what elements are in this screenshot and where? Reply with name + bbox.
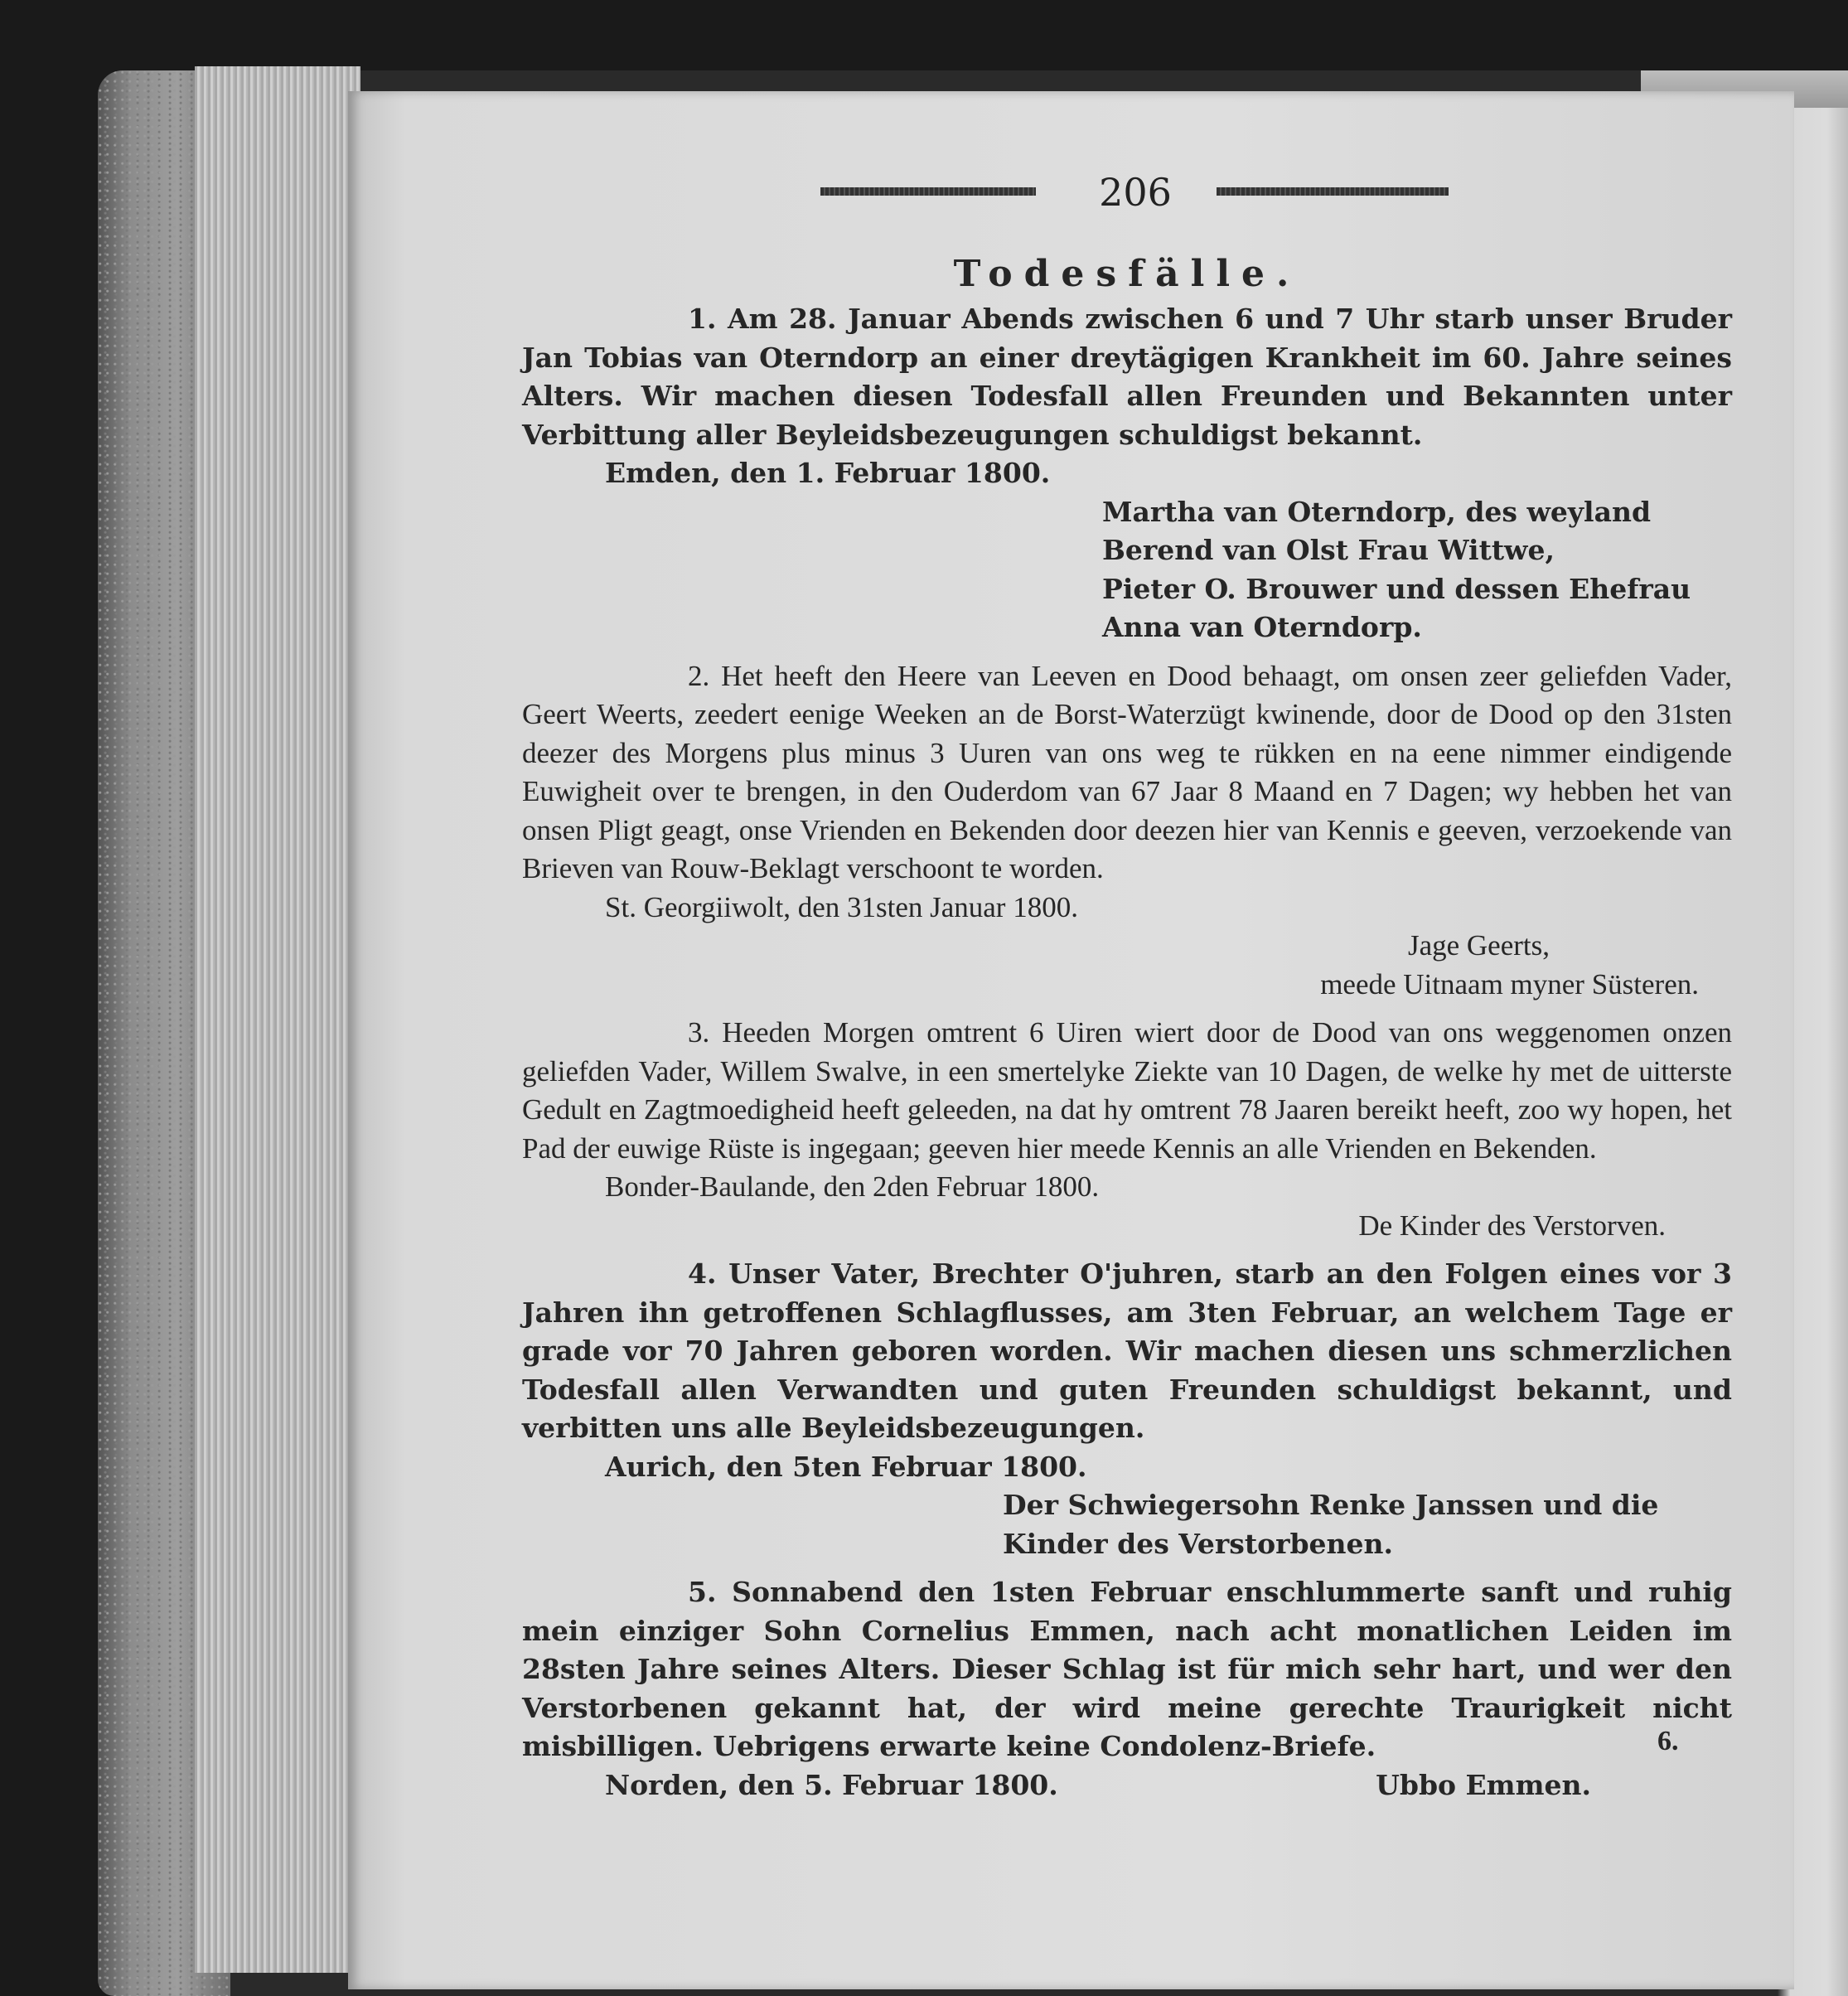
notice-place-date: Norden, den 5. Februar 1800.	[605, 1768, 1058, 1801]
notice-signature: Martha van Oterndorp, des weyland Berend van Olst Frau Wittwe,	[1102, 495, 1652, 566]
notice-number: 5.	[688, 1576, 717, 1608]
notice-signature: Der Schwiegersohn Renke Janssen und die Kinder des Verstorbenen.	[1003, 1489, 1659, 1560]
death-notice-4	[522, 1255, 1732, 1563]
page-stack-edge	[195, 66, 360, 1973]
notice-signature: De Kinder des Verstorven.	[1358, 1209, 1666, 1242]
page-number: 206	[1099, 170, 1172, 215]
header-rule-left	[820, 187, 1036, 196]
notice-signature: Jage Geerts,	[1407, 929, 1550, 962]
notice-number: 1.	[688, 303, 717, 335]
catchword: 6.	[1657, 1726, 1679, 1756]
death-notice-5	[522, 1573, 1732, 1805]
notice-number: 4.	[688, 1257, 717, 1290]
notice-place-date: Bonder-Baulande, den 2den Februar 1800.	[605, 1170, 1100, 1203]
page-text	[522, 249, 1732, 1805]
death-notice-1	[522, 300, 1732, 647]
notice-number: 2.	[688, 659, 710, 692]
notice-text: Sonnabend den 1sten Februar enschlummerte sanft und ruhig mein einziger Sohn Cornelius Emmen, nach acht monatlichen Leiden im 28sten Jahre seines Alters. Dieser Schlag ist für mich sehr hart, und wer den Verstorbenen gekannt hat, der wird meine gerechte Traurigkeit nicht misbilligen. Uebrigens erwarte keine Condolenz-Briefe.	[522, 1576, 1732, 1762]
notice-signature: Pieter O. Brouwer und dessen Ehefrau Anna van Oterndorp.	[1102, 572, 1691, 643]
header-rule-right	[1217, 187, 1449, 196]
notice-place-date: Aurich, den 5ten Februar 1800.	[605, 1450, 1087, 1483]
notice-text: Am 28. Januar Abends zwischen 6 und 7 Uhr starb unser Bruder Jan Tobias van Oterndorp an einer dreytägigen Krankheit im 60. Jahre seines Alters. Wir machen diesen Todesfall allen Freunden und Bekannten unter Verbittung aller Beyleidsbezeugungen schuldigst bekannt.	[522, 303, 1732, 451]
notice-signature: Ubbo Emmen.	[1376, 1768, 1591, 1801]
death-notice-2	[522, 657, 1732, 1005]
notice-text: Heeden Morgen omtrent 6 Uiren wiert door de Dood van ons weggenomen onzen geliefden Vader, Willem Swalve, in een smertelyke Ziekte van 10 Dagen, de welke hy met de uitterste Gedult en Zagtmoedigheid heeft geleeden, na dat hy omtrent 78 Jaaren bereikt heeft, zoo wy hopen, het Pad der euwige Rüste is ingegaan; geeven hier meede Kennis an alle Vrienden en Bekenden.	[522, 1016, 1733, 1165]
notice-text: Unser Vater, Brechter O'juhren, starb an den Folgen eines vor 3 Jahren ihn getroffenen Schlagflusses, am 3ten Februar, an welchem Tage er grade vor 70 Jahren geboren worden. Wir machen diesen uns schmerzlichen Todesfall allen Verwandten und guten Freunden schuldigst bekannt, und verbitten uns alle Beyleidsbezeugungen.	[522, 1257, 1732, 1444]
notice-body	[522, 657, 1732, 889]
notice-body	[522, 1573, 1732, 1766]
notice-body	[522, 1014, 1732, 1168]
notice-text: Het heeft den Heere van Leeven en Dood behaagt, om onsen zeer geliefden Vader, Geert Weerts, zeedert eenige Weeken an de Borst-Waterzügt kwinende, door de Dood op den 31sten deezer des Morgens plus minus 3 Uuren van ons weg te rükken en na eene nimmer eindigende Euwigheit over te brengen, in den Ouderdom van 67 Jaar 8 Maand en 7 Dagen; wy hebben het van onsen Pligt geagt, onse Vrienden en Bekenden door deezen hier van Kennis e geeven, verzoekende van Brieven van Rouw-Beklagt verschoont te worden.	[522, 659, 1732, 884]
notice-place-date: Emden, den 1. Februar 1800.	[605, 457, 1051, 489]
notice-place-date: St. Georgiiwolt, den 31sten Januar 1800.	[605, 890, 1078, 923]
notice-number: 3.	[688, 1016, 710, 1049]
death-notice-3	[522, 1014, 1732, 1245]
notice-body	[522, 1255, 1732, 1448]
section-heading: Todesfälle.	[953, 253, 1301, 295]
notice-signature: meede Uitnaam myner Süsteren.	[1320, 967, 1699, 1000]
notice-body	[522, 300, 1732, 454]
